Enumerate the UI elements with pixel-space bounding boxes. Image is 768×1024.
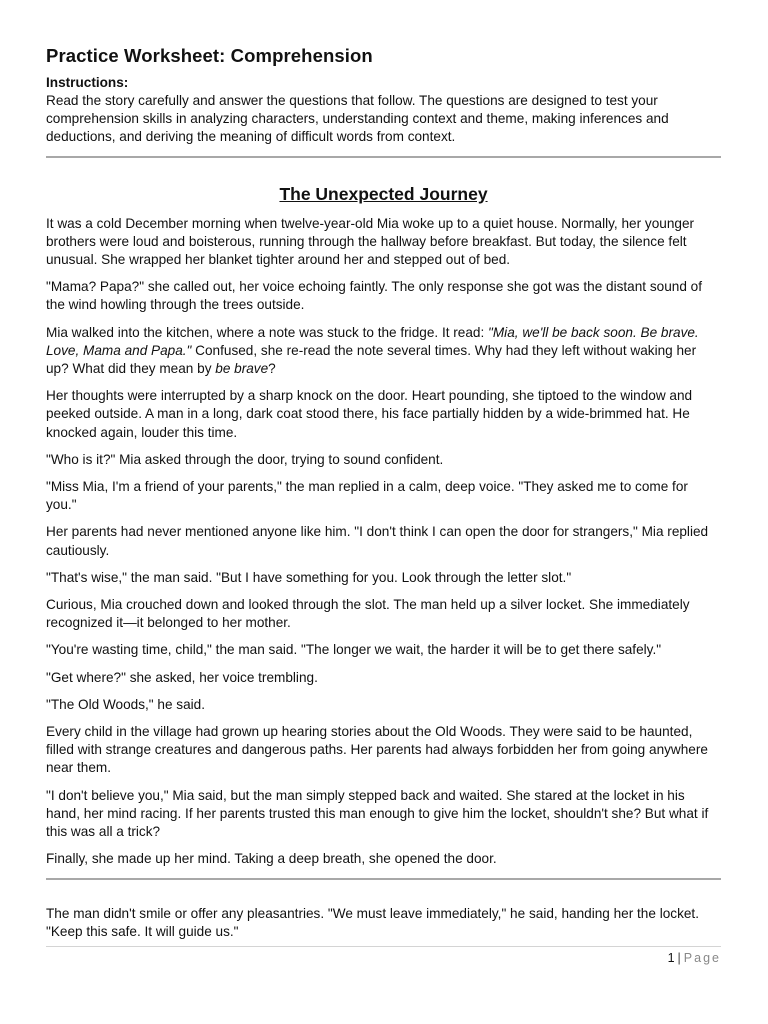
story-paragraph: "I don't believe you," Mia said, but the man simply stepped back and waited. She stared at the locket in his hand, her mind racing. If her parents trusted this man enough to give him the locket, shouldn't she? But what if this was all a trick? <box>46 787 709 840</box>
footer-separator: | <box>677 950 681 965</box>
page-footer <box>46 950 721 966</box>
page-number: 1 <box>667 950 675 965</box>
note-quote: "Mia, we'll be back soon. Be brave. Love, Mama and Papa." <box>46 324 699 358</box>
section-divider <box>46 156 721 158</box>
document-page <box>46 0 721 966</box>
story-paragraph: "Miss Mia, I'm a friend of your parents," the man replied in a calm, deep voice. "They asked me to come for you." <box>46 479 688 513</box>
story-paragraph: Finally, she made up her mind. Taking a deep breath, she opened the door. <box>46 851 497 867</box>
worksheet-title: Practice Worksheet: Comprehension <box>46 45 373 66</box>
story-paragraph: "Mama? Papa?" she called out, her voice echoing faintly. The only response she got was the distant sound of the wind howling through the trees outside. <box>46 279 703 313</box>
footer-divider <box>46 946 721 947</box>
story-paragraph: Her thoughts were interrupted by a sharp knock on the door. Heart pounding, she tiptoed to the window and peeked outside. A man in a long, dark coat stood there, his face partially hidden by a wide-brimmed hat. He knocked again, louder this time. <box>46 388 693 440</box>
story-paragraph <box>46 324 721 379</box>
story-paragraph: Her parents had never mentioned anyone like him. "I don't think I can open the door for strangers," Mia replied cautiously. <box>46 524 709 558</box>
emphasis-text: be brave <box>215 361 269 377</box>
story-paragraph: Every child in the village had grown up hearing stories about the Old Woods. They were said to be haunted, filled with strange creatures and dangerous paths. Her parents had always forbidden her from going anywhere near them. <box>46 724 708 776</box>
story-paragraph: "Who is it?" Mia asked through the door, trying to sound confident. <box>46 451 444 467</box>
story-text: Mia walked into the kitchen, where a note was stuck to the fridge. It read: <box>46 324 489 340</box>
story-body <box>46 215 721 869</box>
instructions-text: Read the story carefully and answer the questions that follow. The questions are designed to test your comprehension skills in analyzing characters, understanding context and theme, making inferences and deductions, and deriving the meaning of difficult words from context. <box>46 93 669 145</box>
instructions-label: Instructions: <box>46 75 129 90</box>
story-text: Confused, she re-read the note several times. Why had they left without waking her up? What did they mean by <box>46 342 697 377</box>
story-paragraph: "That's wise," the man said. "But I have something for you. Look through the letter slot." <box>46 569 572 585</box>
story-paragraph: Curious, Mia crouched down and looked through the slot. The man held up a silver locket. She immediately recognized it—it belonged to her mother. <box>46 597 690 631</box>
story-paragraph: It was a cold December morning when twelve-year-old Mia woke up to a quiet house. Normally, her younger brothers were loud and boisterous, running through the hallway before breakfast. But today, the silence felt unusual. She wrapped her blanket tighter around her and stepped out of bed. <box>46 215 695 268</box>
story-paragraph: "Get where?" she asked, her voice trembling. <box>46 669 318 685</box>
story-text: ? <box>268 361 276 377</box>
story-title: The Unexpected Journey <box>279 183 488 204</box>
story-paragraph: "The Old Woods," he said. <box>46 696 206 712</box>
page-label: Page <box>683 950 721 965</box>
story-paragraph: "You're wasting time, child," the man said. "The longer we wait, the harder it will be to get there safely." <box>46 642 662 658</box>
story-paragraph: The man didn't smile or offer any pleasantries. "We must leave immediately," he said, handing her the locket. "Keep this safe. It will guide us." <box>46 905 699 939</box>
section-divider <box>46 878 721 880</box>
